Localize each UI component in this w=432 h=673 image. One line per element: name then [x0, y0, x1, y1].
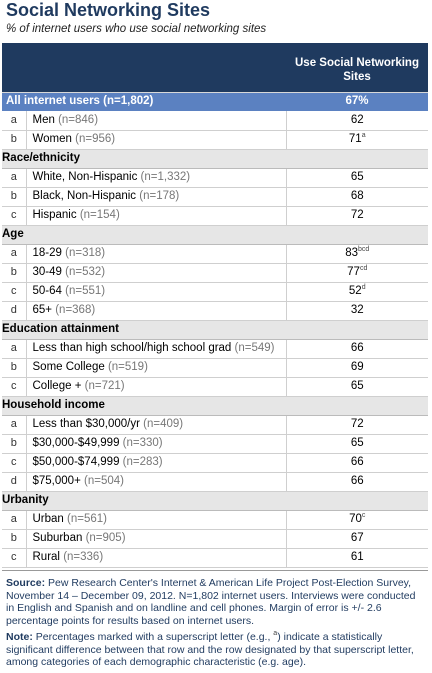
column-header: Use Social Networking Sites [286, 43, 428, 92]
row-n: (n=283) [122, 455, 163, 468]
row-value-cell [286, 472, 428, 491]
row-n: (n=1,332) [140, 170, 191, 183]
row-label: 65+ [32, 303, 53, 316]
row-letter: a [2, 339, 26, 358]
row-n: (n=561) [67, 512, 107, 525]
row-label: College + [32, 379, 82, 392]
section-header [2, 320, 428, 339]
table-row [2, 168, 428, 187]
row-label-cell [26, 301, 286, 320]
section-title: Race/ethnicity [2, 149, 428, 168]
row-value: 62 [350, 113, 364, 126]
row-value: 71 [348, 132, 362, 145]
row-letter: b [2, 358, 26, 377]
row-label: 50-64 [32, 284, 62, 297]
table-row [2, 339, 428, 358]
row-value: 65 [350, 436, 364, 449]
row-n: (n=549) [234, 341, 275, 354]
row-n: (n=721) [84, 379, 125, 392]
table-row [2, 206, 428, 225]
row-label-cell [26, 434, 286, 453]
table-row [2, 472, 428, 491]
row-label-cell [26, 168, 286, 187]
significance-marker: a [361, 131, 366, 139]
header-blank [2, 43, 286, 92]
table-row [2, 111, 428, 130]
row-letter: c [2, 377, 26, 396]
row-value: 52 [348, 284, 362, 297]
significance-marker: d [361, 283, 366, 291]
row-letter: b [2, 263, 26, 282]
row-letter: d [2, 472, 26, 491]
data-table [2, 43, 428, 568]
row-letter: a [2, 168, 26, 187]
row-label: Suburban [32, 531, 83, 544]
row-letter: b [2, 529, 26, 548]
row-label-cell [26, 529, 286, 548]
table-body [2, 43, 428, 567]
row-n: (n=409) [143, 417, 184, 430]
note-post: ) indicate a statistically significant difference between that row and the row designated by that superscript letter, among categories of each demographic characteristic (e.g. age). [6, 631, 414, 669]
total-label-cell [2, 92, 286, 111]
row-letter: c [2, 548, 26, 567]
row-value: 69 [350, 360, 364, 373]
row-n: (n=504) [84, 474, 124, 487]
row-value-cell [286, 453, 428, 472]
row-value-cell [286, 111, 428, 130]
significance-marker: cd [359, 264, 368, 272]
table-row [2, 415, 428, 434]
table-row [2, 453, 428, 472]
row-label-cell [26, 377, 286, 396]
row-n: (n=846) [58, 113, 99, 126]
row-value-cell [286, 415, 428, 434]
row-value: 66 [350, 474, 364, 487]
row-value-cell [286, 358, 428, 377]
row-label: Urban [32, 512, 64, 525]
row-label: White, Non-Hispanic [32, 170, 138, 183]
row-letter: b [2, 130, 26, 149]
row-value: 65 [350, 170, 364, 183]
row-value: 66 [350, 341, 364, 354]
row-value-cell [286, 168, 428, 187]
row-letter: d [2, 301, 26, 320]
row-value-cell [286, 130, 428, 149]
section-header [2, 396, 428, 415]
row-letter: c [2, 453, 26, 472]
row-n: (n=178) [139, 189, 180, 202]
table-row [2, 434, 428, 453]
row-value-cell [286, 244, 428, 263]
row-label: 18-29 [32, 246, 62, 259]
table-row [2, 510, 428, 529]
row-value-cell [286, 339, 428, 358]
row-n: (n=154) [79, 208, 120, 221]
total-label: All internet users [6, 95, 100, 107]
table-row [2, 358, 428, 377]
row-label: $30,000-$49,999 [32, 436, 120, 449]
row-letter: b [2, 434, 26, 453]
table-row [2, 548, 428, 567]
table-row [2, 301, 428, 320]
row-value: 32 [350, 303, 364, 316]
row-label-cell [26, 358, 286, 377]
row-label-cell [26, 548, 286, 567]
row-n: (n=532) [65, 265, 106, 278]
section-title: Education attainment [2, 320, 428, 339]
total-n: (n=1,802) [103, 95, 154, 107]
row-label-cell [26, 472, 286, 491]
note-sup: a [273, 630, 278, 637]
row-letter: c [2, 206, 26, 225]
row-value: 65 [350, 379, 364, 392]
row-label: Hispanic [32, 208, 77, 221]
row-letter: b [2, 187, 26, 206]
row-label: 30-49 [32, 265, 62, 278]
row-label: Less than high school/high school grad [32, 341, 232, 354]
section-header [2, 225, 428, 244]
source-label: Source: [6, 577, 46, 589]
row-label-cell [26, 244, 286, 263]
row-label: Men [32, 113, 55, 126]
row-letter: a [2, 415, 26, 434]
table-row [2, 130, 428, 149]
row-label: $50,000-$74,999 [32, 455, 120, 468]
section-header [2, 491, 428, 510]
row-value-cell [286, 301, 428, 320]
significance-marker: bcd [358, 245, 370, 253]
row-n: (n=368) [55, 303, 96, 316]
row-value-cell [286, 529, 428, 548]
row-value-cell [286, 434, 428, 453]
row-value-cell [286, 548, 428, 567]
row-value: 77 [347, 265, 360, 278]
row-value-cell [286, 282, 428, 301]
note-label: Note: [6, 631, 33, 643]
table-end-rule [2, 570, 428, 571]
row-value: 70 [349, 512, 362, 525]
chart-title: Social Networking Sites [6, 0, 211, 20]
note-pre: Percentages marked with a superscript letter (e.g., [35, 631, 271, 643]
footnote [6, 631, 426, 669]
chart-subtitle: % of internet users who use social networking sites [6, 23, 267, 35]
row-value-cell [286, 510, 428, 529]
row-label: Some College [32, 360, 105, 373]
row-n: (n=905) [85, 531, 126, 544]
row-n: (n=330) [122, 436, 163, 449]
row-letter: a [2, 244, 26, 263]
row-value: 61 [350, 550, 364, 563]
section-title: Household income [2, 396, 428, 415]
row-label-cell [26, 415, 286, 434]
row-label: Less than $30,000/yr [32, 417, 140, 430]
row-value: 72 [350, 208, 364, 221]
row-value: 83 [345, 246, 358, 259]
row-label-cell [26, 453, 286, 472]
row-label-cell [26, 510, 286, 529]
section-header [2, 149, 428, 168]
row-value-cell [286, 263, 428, 282]
row-label-cell [26, 282, 286, 301]
row-label: $75,000+ [32, 474, 81, 487]
row-value-cell [286, 187, 428, 206]
row-letter: a [2, 510, 26, 529]
row-label-cell [26, 339, 286, 358]
row-label: Rural [32, 550, 60, 563]
row-letter: a [2, 111, 26, 130]
table-row [2, 263, 428, 282]
row-label-cell [26, 130, 286, 149]
table-row [2, 282, 428, 301]
total-value: 67% [286, 92, 428, 111]
row-n: (n=551) [65, 284, 106, 297]
row-value: 66 [350, 455, 364, 468]
row-label: Black, Non-Hispanic [32, 189, 137, 202]
row-label-cell [26, 187, 286, 206]
table-row [2, 244, 428, 263]
source-text: Pew Research Center's Internet & American Life Project Post-Election Survey, November 14 – December 09, 2012. N=1,802 internet users. Interviews were conducted in English and Spanish and on landline and cell phones. Margin of error is +/- 2.6 percentage points for results based on internet users. [6, 577, 416, 627]
table-row [2, 529, 428, 548]
row-label-cell [26, 206, 286, 225]
row-label-cell [26, 263, 286, 282]
row-label-cell [26, 111, 286, 130]
significance-marker: c [361, 511, 366, 519]
row-value: 68 [350, 189, 364, 202]
row-n: (n=336) [63, 550, 104, 563]
row-n: (n=318) [65, 246, 106, 259]
source-note [6, 577, 426, 627]
row-value-cell [286, 206, 428, 225]
table-row [2, 377, 428, 396]
table-row [2, 187, 428, 206]
row-value: 72 [350, 417, 364, 430]
row-value-cell [286, 377, 428, 396]
row-value: 67 [350, 531, 364, 544]
section-title: Urbanity [2, 491, 428, 510]
row-letter: c [2, 282, 26, 301]
row-n: (n=519) [107, 360, 148, 373]
table-header-row [2, 43, 428, 92]
total-row [2, 92, 428, 111]
row-n: (n=956) [75, 132, 116, 145]
section-title: Age [2, 225, 428, 244]
row-label: Women [32, 132, 72, 145]
